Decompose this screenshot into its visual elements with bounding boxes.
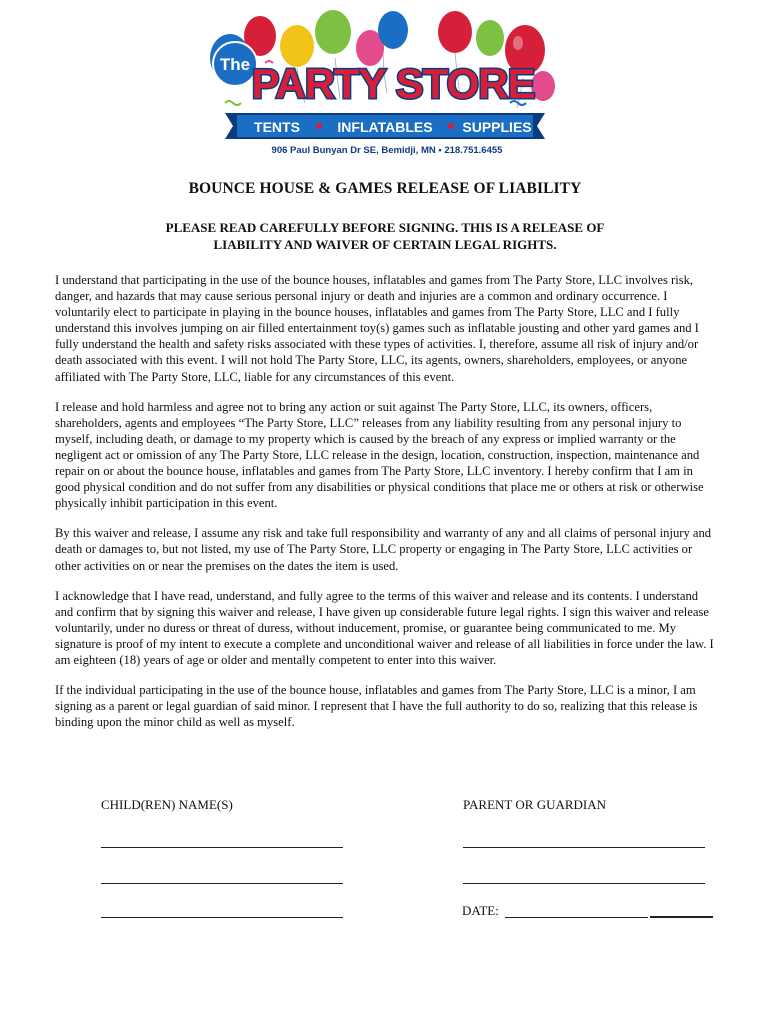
child-name-line-3[interactable] [101,917,343,918]
date-line-extension[interactable] [650,916,713,918]
paragraph-assumption-of-risk: I understand that participating in the use of the bounce houses, inflatables and games from The Party Store, LLC involves risk, danger, and hazards that may cause serious personal injury or death and injuries are a common and ordinary occurrence. I voluntarily elect to participate in playing in the bounce houses, inflatables and games from The Party Store, LLC and I fully understand this involves jumping on air filled entertainment toy(s) games such as inflatable jousting and other yard games and I fully understand the health and safety risks associated with these types of activities. I, therefore, assume all risk of injury and/or death associated with this event. I will not hold The Party Store, LLC, its agents, owners, shareholders, employees, or anyone affiliated with The Party Store, LLC, liable for any circumstances of this event. [55,273,699,384]
paragraph-release: I release and hold harmless and agree not to bring any action or suit against The Party Store, LLC, its owners, officers, shareholders, agents and employees “The Party Store, LLC” releases from any liability resulting from any personal injury to myself, including death, or damage to my property which is caused by the breach of any express or implied warranty or the negligent act or omission of any The Party Store, LLC release in the design, location, construction, inspection, maintenance and repair on or about the bounce house, inflatables and games from The Party Store, LLC inventory. I hereby confirm that I am in good physical condition and do not suffer from any disabilities or physical conditions that place me or others at risk or otherwise physically inhibit participation in this event. [55,399,704,511]
parent-guardian-label: PARENT OR GUARDIAN [463,797,607,812]
paragraph-minor: If the individual participating in the use of the bounce house, inflatables and games from The Party Store, LLC is a minor, I am signing as a parent or legal guardian of said minor. I represent that I have the full authority to do so, realizing that this release is binding upon the minor child as well as myself. [55,683,698,730]
date-line[interactable] [505,917,648,918]
children-names-label: CHILD(REN) NAME(S) [101,797,233,812]
waiver-body [55,272,717,744]
logo-the-text: The [219,55,251,74]
logo-ribbon-supplies: SUPPLIES [462,119,532,135]
logo-address: 906 Paul Bunyan Dr SE, Bemidji, MN • 218.751.6455 [271,145,503,156]
document-title: BOUNCE HOUSE & GAMES RELEASE OF LIABILITY [188,180,582,197]
child-name-line-1[interactable] [101,847,343,848]
logo-ribbon-tents: TENTS [254,119,300,135]
child-name-line-2[interactable] [101,883,343,884]
logo-ribbon-inflatables: INFLATABLES [337,119,433,135]
logo-wordmark: PARTY STORE [251,60,535,107]
guardian-signature-line-1[interactable] [463,847,705,848]
subtitle-line-2: LIABILITY AND WAIVER OF CERTAIN LEGAL RIGHTS. [213,237,557,252]
party-store-logo [205,8,565,158]
subtitle-line-1: PLEASE READ CAREFULLY BEFORE SIGNING. THIS IS A RELEASE OF [165,220,605,235]
paragraph-responsibility: By this waiver and release, I assume any risk and take full responsibility and warranty of any and all claims of personal injury and death or damages to, but not listed, my use of The Party Store, LLC property or engaging in The Party Store, LLC activities or other activities on or near the premises on the dates the item is used. [55,526,712,573]
paragraph-acknowledgement: I acknowledge that I have read, understand, and fully agree to the terms of this waiver and release and its contents. I understand and confirm that by signing this waiver and release, I have given up considerable future legal rights. I sign this waiver and release voluntarily, under no duress or threat of duress, without inducement, promise, or guarantee being communicated to me. My signature is proof of my intent to execute a complete and unconditional waiver and release of all liabilities in force under the law. I am eighteen (18) years of age or older and mentally competent to enter into this waiver. [55,588,714,667]
date-label: DATE: [462,903,499,918]
date-field [462,903,499,919]
guardian-signature-line-2[interactable] [463,883,705,884]
document-subtitle [100,219,670,253]
